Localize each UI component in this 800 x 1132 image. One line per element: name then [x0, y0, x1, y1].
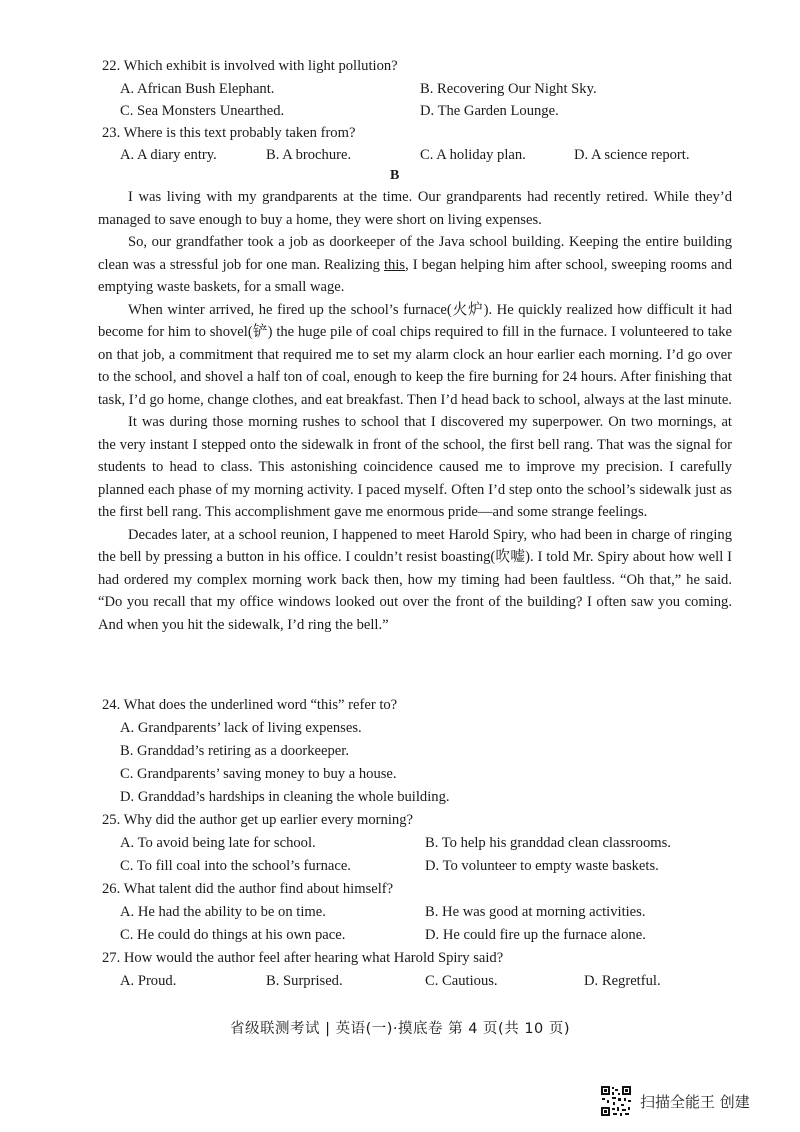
q22-option-b: B. Recovering Our Night Sky.	[420, 81, 597, 97]
q22-stem: 22. Which exhibit is involved with light pollution?	[102, 58, 398, 74]
passage-paragraph-5: Decades later, at a school reunion, I happened to meet Harold Spiry, who had been in charge of ringing the bell by pressing a button in his office. I couldn’t resist boasting(吹嘘). I told Mr. Spiry about how well I had ordered my complex morning work back then, how my timing had been faultless. “Oh that,” he said. “Do you recall that my office windows looked out over the front of the building? I often saw you coming. And when you hit the sidewalk, I’d ring the bell.”	[98, 526, 732, 633]
q23-stem: 23. Where is this text probably taken from?	[102, 125, 356, 141]
q22-option-c: C. Sea Monsters Unearthed.	[120, 103, 285, 119]
underlined-word: this	[383, 256, 406, 273]
q25-stem: 25. Why did the author get up earlier every morning?	[102, 812, 413, 828]
q25-option-c: C. To fill coal into the school’s furnace.	[120, 858, 351, 874]
q24-option-a: A. Grandparents’ lack of living expenses.	[120, 720, 362, 736]
q26-option-d: D. He could fire up the furnace alone.	[425, 927, 646, 943]
scanner-badge-text: 扫描全能王 创建	[640, 1092, 750, 1111]
q26-stem: 26. What talent did the author find about himself?	[102, 881, 394, 897]
q22-option-a: A. African Bush Elephant.	[120, 81, 275, 97]
q23-option-b: B. A brochure.	[266, 147, 352, 163]
q27-option-a: A. Proud.	[120, 973, 177, 989]
scanner-badge	[600, 1084, 750, 1118]
q25-option-b: B. To help his granddad clean classrooms.	[425, 835, 671, 851]
p2-text-after: , I began helping him after school, sweeping rooms and emptying waste baskets, for a small wage.	[98, 256, 732, 295]
passage-paragraph-2	[98, 231, 732, 299]
q27-option-b: B. Surprised.	[266, 973, 343, 989]
p2-text-before: So, our grandfather took a job as doorkeeper of the Java school building. Keeping the entire building clean was a stressful job for one man. Realizing	[98, 234, 732, 273]
passage-paragraph-4: It was during those morning rushes to school that I discovered my superpower. On two mornings, at the very instant I stepped onto the sidewalk in front of the school, the first bell rang. That was the signal for students to head to class. This astonishing coincidence caused me to improve my precision. I carefully planned each phase of my morning activity. I paced myself. Often I’d step onto the school’s sidewalk just as the first bell rang. This accomplishment gave me enormous pride—and some strange feelings.	[98, 414, 732, 520]
qr-code-icon	[600, 1085, 632, 1117]
q23-option-c: C. A holiday plan.	[420, 147, 526, 163]
q23-option-d: D. A science report.	[574, 147, 690, 163]
q24-option-d: D. Granddad’s hardships in cleaning the whole building.	[120, 789, 450, 805]
q27-stem: 27. How would the author feel after hearing what Harold Spiry said?	[102, 950, 504, 966]
q27-option-d: D. Regretful.	[584, 973, 661, 989]
q26-option-c: C. He could do things at his own pace.	[120, 927, 346, 943]
q26-option-b: B. He was good at morning activities.	[425, 904, 646, 920]
passage	[98, 186, 732, 636]
q25-option-d: D. To volunteer to empty waste baskets.	[425, 858, 659, 874]
q24-option-b: B. Granddad’s retiring as a doorkeeper.	[120, 743, 349, 759]
passage-paragraph-3: When winter arrived, he fired up the school’s furnace(火炉). He quickly realized how difficult it had become for him to shovel(铲) the huge pile of coal chips required to fill in the furnace. I volunteered to take on that job, a commitment that required me to set my alarm clock an hour earlier each morning. I’d go over to the school, and shovel a half ton of coal, enough to keep the fire burning for 24 hours. After finishing that task, I’d go home, change clothes, and eat breakfast. Then I’d head back to school, always at the last minute.	[98, 301, 732, 408]
q24-option-c: C. Grandparents’ saving money to buy a house.	[120, 766, 397, 782]
passage-paragraph-1: I was living with my grandparents at the time. Our grandparents had recently retired. While they’d managed to save enough to buy a home, they were short on living expenses.	[98, 189, 732, 228]
q24-stem: 24. What does the underlined word “this” refer to?	[102, 697, 398, 713]
q27-option-c: C. Cautious.	[425, 973, 498, 989]
q26-option-a: A. He had the ability to be on time.	[120, 904, 326, 920]
q25-option-a: A. To avoid being late for school.	[120, 835, 316, 851]
page-footer: 省级联测考试 | 英语(一)·摸底卷 第 4 页(共 10 页)	[229, 1021, 571, 1037]
section-label: B	[390, 168, 400, 183]
q23-option-a: A. A diary entry.	[120, 147, 217, 163]
q22-option-d: D. The Garden Lounge.	[420, 103, 559, 119]
